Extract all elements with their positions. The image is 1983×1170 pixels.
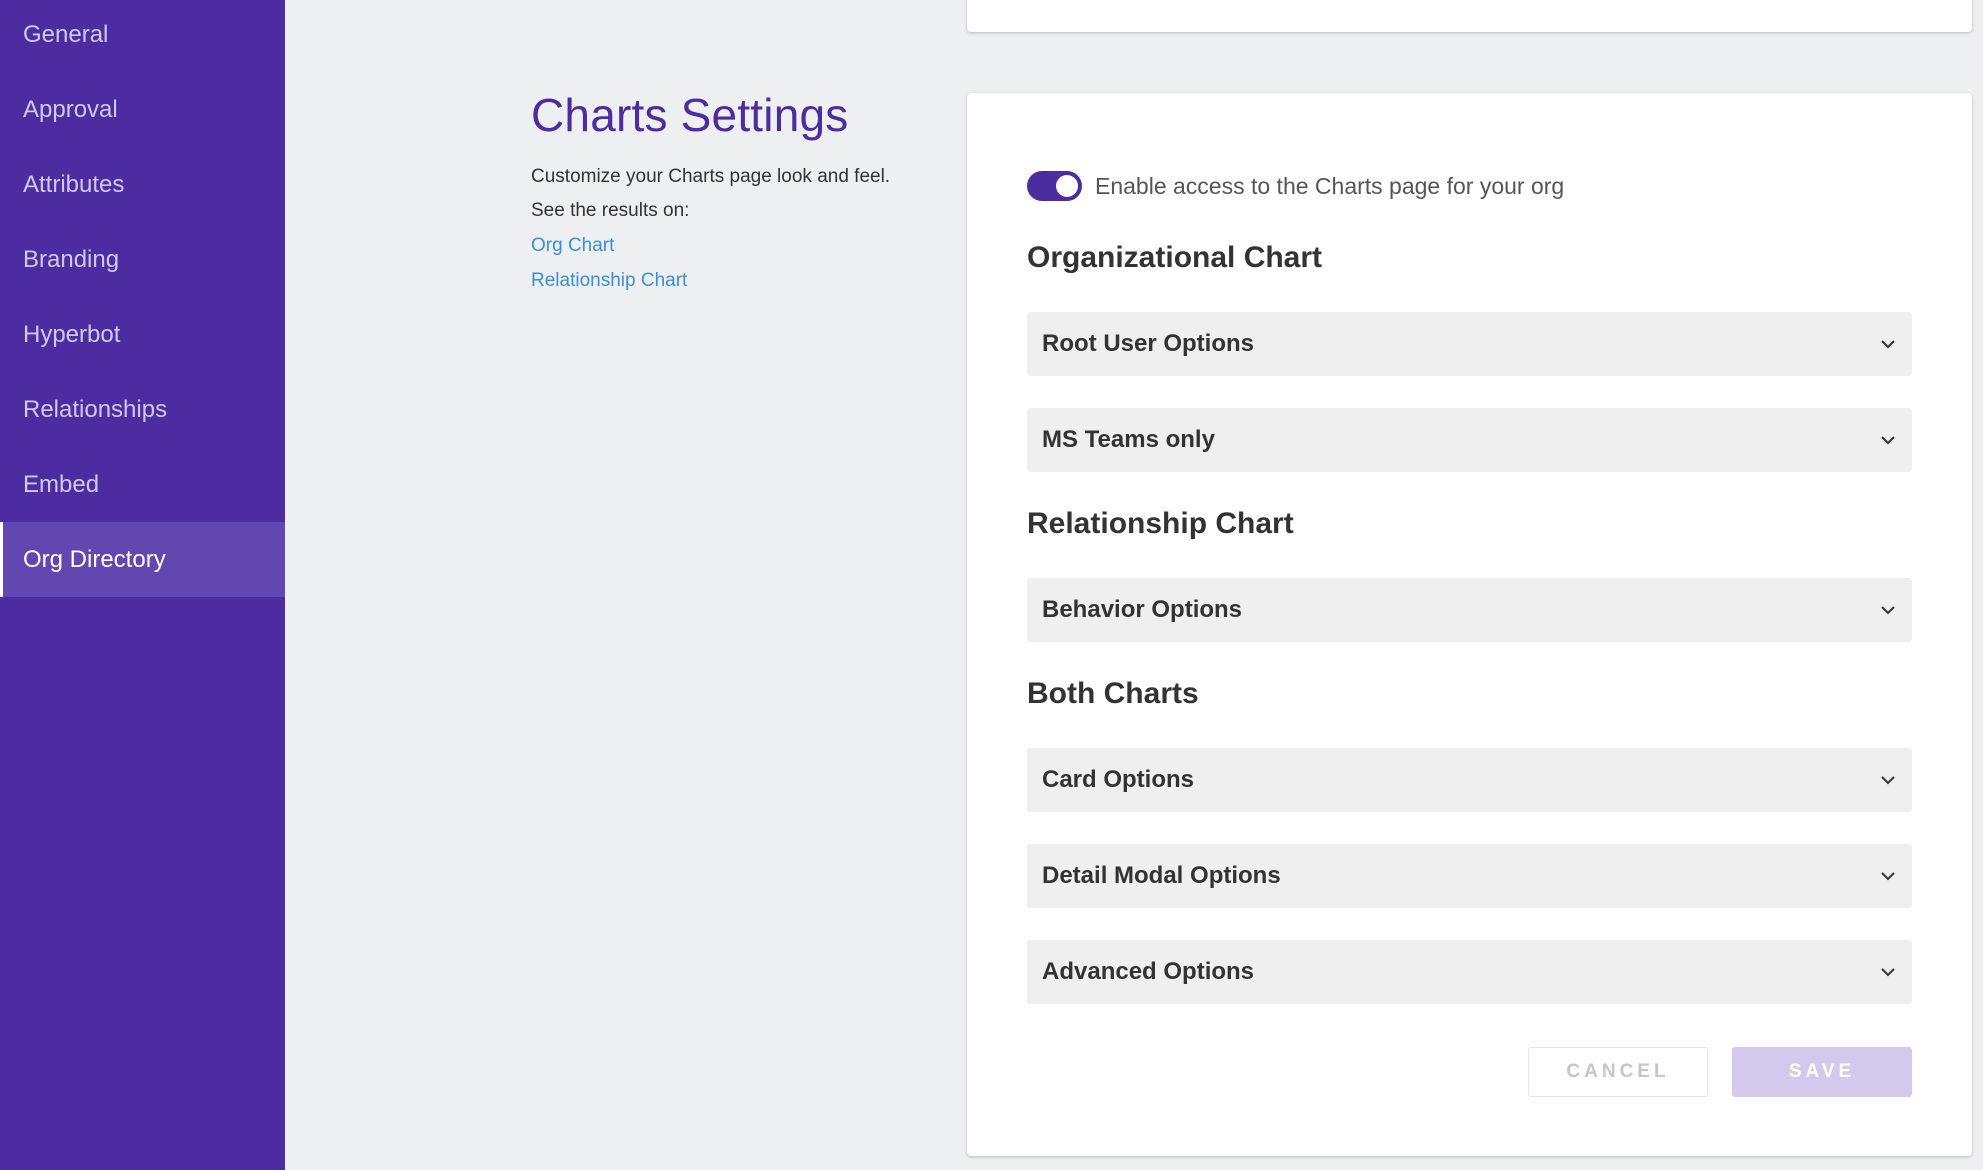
accordion-card-options[interactable]	[1027, 748, 1912, 812]
accordion-ms-teams-only[interactable]	[1027, 408, 1912, 472]
page-title: Charts Settings	[531, 89, 849, 141]
settings-sidebar	[0, 0, 285, 1170]
page-description	[531, 160, 931, 228]
chevron-down-icon	[1880, 432, 1896, 448]
charts-access-toggle-row	[1027, 171, 1564, 201]
chevron-down-icon	[1880, 772, 1896, 788]
accordion-detail-modal-options[interactable]	[1027, 844, 1912, 908]
charts-settings-card	[967, 93, 1972, 1156]
toggle-knob	[1056, 175, 1078, 197]
section-title-both-charts: Both Charts	[1027, 677, 1199, 710]
description-line: Customize your Charts page look and feel.	[531, 166, 891, 187]
previous-settings-card	[967, 0, 1972, 32]
sidebar-item-hyperbot[interactable]: Hyperbot	[23, 320, 121, 348]
sidebar-item-org-directory[interactable]: Org Directory	[0, 522, 285, 597]
accordion-label: Detail Modal Options	[1042, 862, 1281, 889]
sidebar-item-general[interactable]: General	[23, 20, 109, 48]
chevron-down-icon	[1880, 336, 1896, 352]
accordion-root-user-options[interactable]	[1027, 312, 1912, 376]
charts-access-label: Enable access to the Charts page for your org	[1095, 172, 1565, 199]
sidebar-item-embed[interactable]: Embed	[23, 470, 100, 498]
section-title-organizational-chart: Organizational Chart	[1027, 241, 1323, 274]
section-title-relationship-chart: Relationship Chart	[1027, 507, 1294, 540]
description-line: See the results on:	[531, 200, 690, 221]
sidebar-item-approval[interactable]: Approval	[23, 95, 118, 123]
accordion-label: Behavior Options	[1042, 596, 1243, 623]
sidebar-item-attributes[interactable]: Attributes	[23, 170, 125, 198]
cancel-button[interactable]: CANCEL	[1528, 1047, 1708, 1097]
charts-settings-intro	[531, 88, 931, 298]
save-button[interactable]: SAVE	[1732, 1047, 1912, 1097]
accordion-label: Card Options	[1042, 766, 1195, 793]
charts-access-toggle[interactable]	[1027, 171, 1082, 201]
org-chart-link[interactable]: Org Chart	[531, 235, 615, 256]
sidebar-item-branding[interactable]: Branding	[23, 245, 120, 273]
chevron-down-icon	[1880, 964, 1896, 980]
relationship-chart-link[interactable]: Relationship Chart	[531, 270, 688, 291]
chevron-down-icon	[1880, 602, 1896, 618]
accordion-label: Advanced Options	[1042, 958, 1255, 985]
accordion-advanced-options[interactable]	[1027, 940, 1912, 1004]
accordion-label: MS Teams only	[1042, 426, 1215, 453]
accordion-behavior-options[interactable]	[1027, 578, 1912, 642]
accordion-label: Root User Options	[1042, 330, 1255, 357]
sidebar-item-relationships[interactable]: Relationships	[23, 395, 168, 423]
chevron-down-icon	[1880, 868, 1896, 884]
